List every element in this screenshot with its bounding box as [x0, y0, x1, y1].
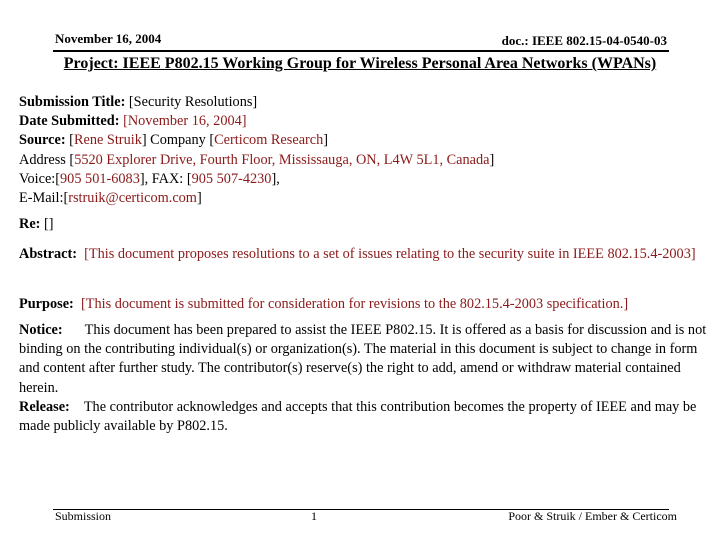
date-submitted-line: [19, 112, 711, 131]
footer-submission: Submission: [55, 509, 112, 523]
voice-label: Voice:[: [19, 170, 61, 187]
address-line: [19, 151, 711, 170]
header-doc-id: doc.: IEEE 802.15-04-0540-03: [501, 33, 667, 48]
notice-text: This document has been prepared to assist the IEEE P802.15. It is offered as a basis for discussion and is not binding on the contributing individual(s) or organization(s). The material in this document is subject to change in form and content after further study. The contributor(s) reserve(s) the right to add, amend or withdraw material contained herein.: [19, 322, 707, 396]
release-text: The contributor acknowledges and accepts that this contribution becomes the property of IEEE and may be made publicly available by P802.15.: [19, 399, 697, 435]
header-date: November 16, 2004: [55, 31, 162, 46]
header-divider: [53, 50, 669, 52]
date-submitted-label: Date Submitted:: [19, 113, 120, 130]
address-value: 5520 Explorer Drive, Fourth Floor, Mississauga, ON, L4W 5L1, Canada: [74, 151, 490, 168]
purpose-text: [This document is submitted for consideration for revisions to the 802.15.4-2003 specification.]: [80, 296, 629, 312]
purpose-label: Purpose:: [19, 296, 74, 312]
source-mid: ] Company [: [141, 132, 215, 149]
submission-title-label: Submission Title:: [19, 94, 126, 110]
submission-title-value: [Security Resolutions]: [128, 94, 258, 110]
source-line: [19, 131, 711, 150]
notice-block: [19, 321, 711, 398]
source-name: Rene Struik: [73, 132, 142, 149]
source-open: [: [69, 132, 74, 149]
email-value: rstruik@certicom.com: [68, 190, 197, 207]
re-line: [19, 215, 711, 234]
email-line: [19, 189, 711, 208]
address-label: Address [: [19, 151, 75, 168]
address-close: ]: [489, 151, 495, 168]
abstract-text: [This document proposes resolutions to a set of issues relating to the security suite in IEEE 802.15.4-2003]: [84, 246, 696, 262]
date-submitted-value: [November 16, 2004]: [123, 113, 247, 130]
notice-label: Notice:: [19, 322, 63, 338]
release-label: Release:: [19, 399, 70, 415]
submission-title-line: [19, 93, 711, 112]
voice-value: 905 501-6083: [60, 170, 140, 187]
re-value: []: [44, 216, 54, 232]
fax-label: ], FAX: [: [139, 170, 192, 187]
source-label: Source:: [19, 132, 66, 149]
voice-fax-line: [19, 170, 711, 189]
abstract-block: [19, 245, 711, 264]
re-label: Re:: [19, 216, 41, 232]
release-block: [19, 398, 711, 436]
source-company: Certicom Research: [214, 132, 324, 149]
project-title: Project: IEEE P802.15 Working Group for Wireless Personal Area Networks (WPANs): [63, 55, 657, 72]
footer-authors: Poor & Struik / Ember & Certicom: [508, 509, 677, 523]
source-close: ]: [323, 132, 329, 149]
fax-value: 905 507-4230: [191, 170, 272, 187]
purpose-block: [19, 295, 711, 314]
fax-close: ],: [271, 170, 280, 187]
abstract-label: Abstract:: [19, 246, 77, 262]
footer-page-number: 1: [311, 509, 317, 523]
email-label: E-Mail:[: [19, 190, 69, 207]
submission-block: [19, 93, 711, 208]
email-close: ]: [196, 190, 202, 207]
